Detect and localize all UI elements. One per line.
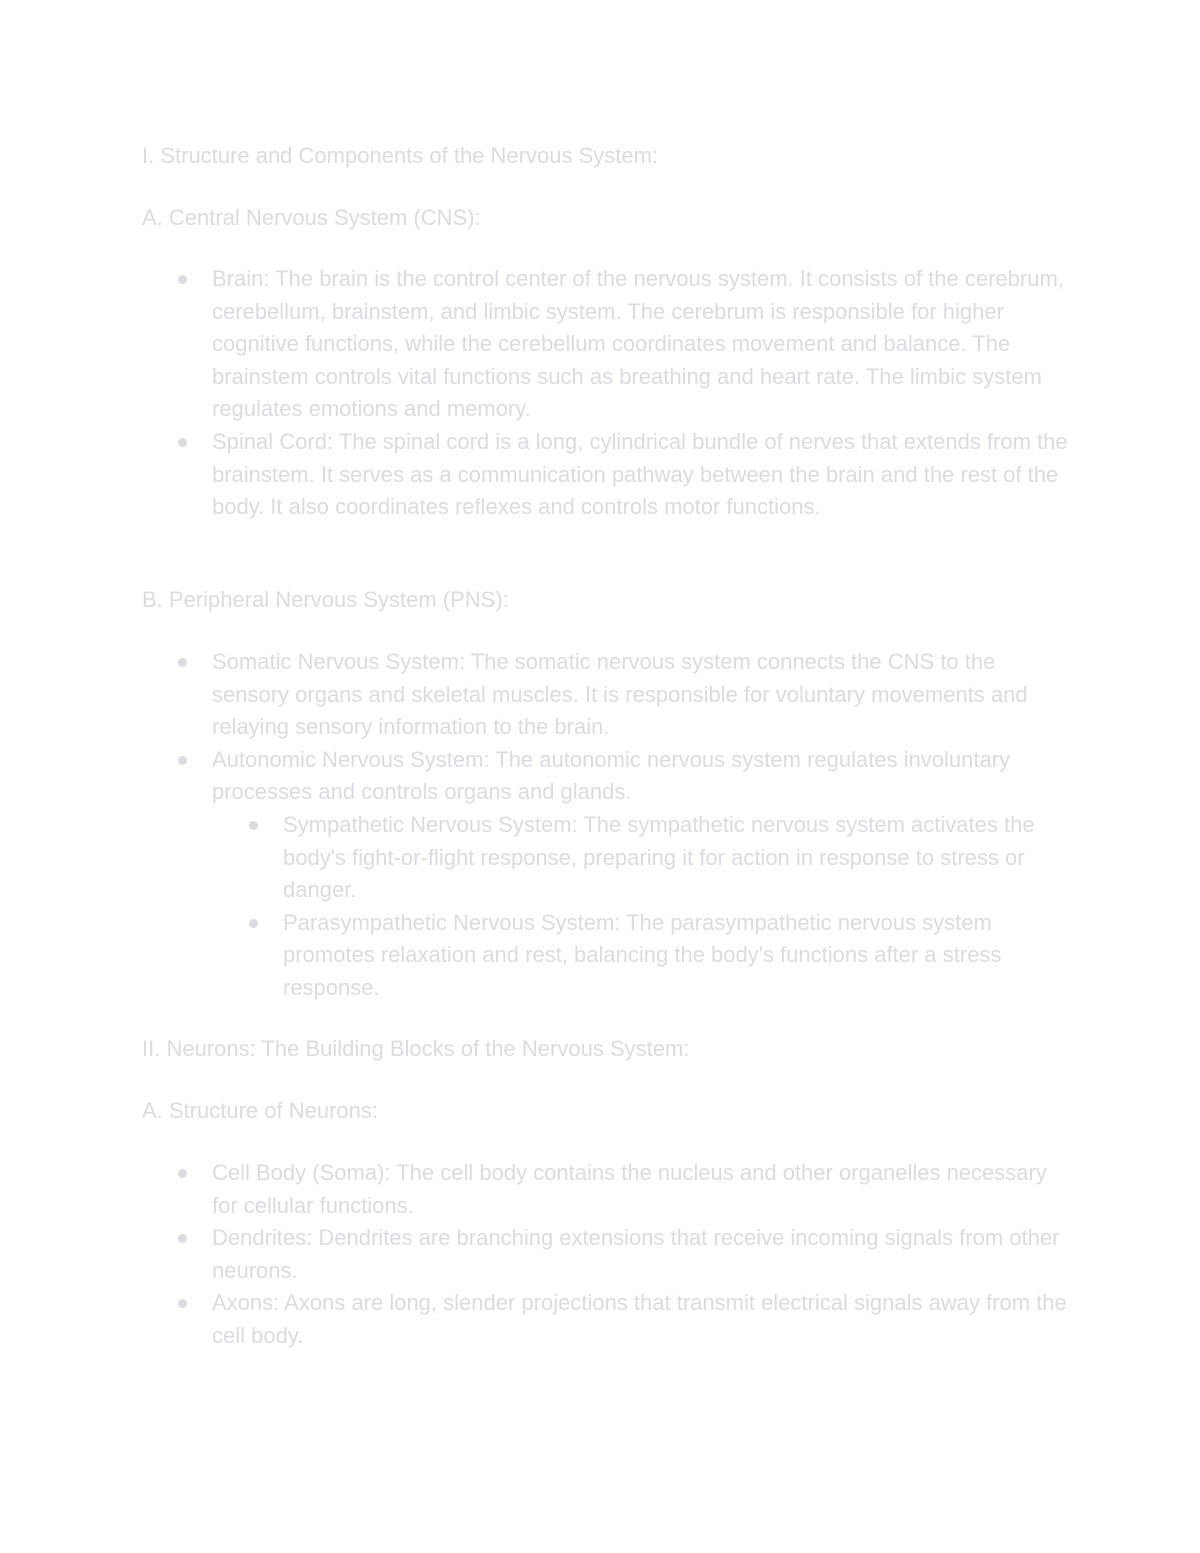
sublist-item-parasympathetic: Parasympathetic Nervous System: The parasympathetic nervous system promotes relaxation and rest, balancing the body's functions after a stress response. — [212, 907, 1072, 1005]
sublist-item-sympathetic: Sympathetic Nervous System: The sympathetic nervous system activates the body's fight-or-flight response, preparing it for action in response to stress or danger. — [212, 809, 1072, 907]
list-item-somatic: Somatic Nervous System: The somatic nervous system connects the CNS to the sensory organs and skeletal muscles. It is responsible for voluntary movements and relaying sensory information to the brain. — [142, 646, 1072, 744]
list-item-dendrites: Dendrites: Dendrites are branching extensions that receive incoming signals from other neurons. — [142, 1222, 1072, 1287]
list-item-autonomic — [142, 744, 1072, 1005]
list-item-brain: Brain: The brain is the control center of the nervous system. It consists of the cerebrum, cerebellum, brainstem, and limbic system. The cerebrum is responsible for higher cognitive functions, while the cerebellum coordinates movement and balance. The brainstem controls vital functions such as breathing and heart rate. The limbic system regulates emotions and memory. — [142, 263, 1072, 426]
section-1-heading: I. Structure and Components of the Nervous System: — [142, 143, 659, 168]
pns-list — [142, 646, 1072, 1005]
list-item-cell-body: Cell Body (Soma): The cell body contains the nucleus and other organelles necessary for cellular functions. — [142, 1157, 1072, 1222]
neuron-structure-heading: A. Structure of Neurons: — [142, 1098, 378, 1123]
section-2-heading: II. Neurons: The Building Blocks of the Nervous System: — [142, 1036, 690, 1061]
autonomic-text: Autonomic Nervous System: The autonomic nervous system regulates involuntary processes and controls organs and glands. — [212, 746, 1011, 805]
list-item-spinal-cord: Spinal Cord: The spinal cord is a long, cylindrical bundle of nerves that extends from the brainstem. It serves as a communication pathway between the brain and the rest of the body. It also coordinates reflexes and controls motor functions. — [142, 426, 1072, 524]
neuron-structure-list — [142, 1157, 1072, 1353]
autonomic-sublist — [212, 809, 1072, 1005]
list-item-axons: Axons: Axons are long, slender projections that transmit electrical signals away from the cell body. — [142, 1287, 1072, 1352]
pns-heading: B. Peripheral Nervous System (PNS): — [142, 587, 509, 612]
cns-list — [142, 263, 1072, 524]
cns-heading: A. Central Nervous System (CNS): — [142, 205, 481, 230]
